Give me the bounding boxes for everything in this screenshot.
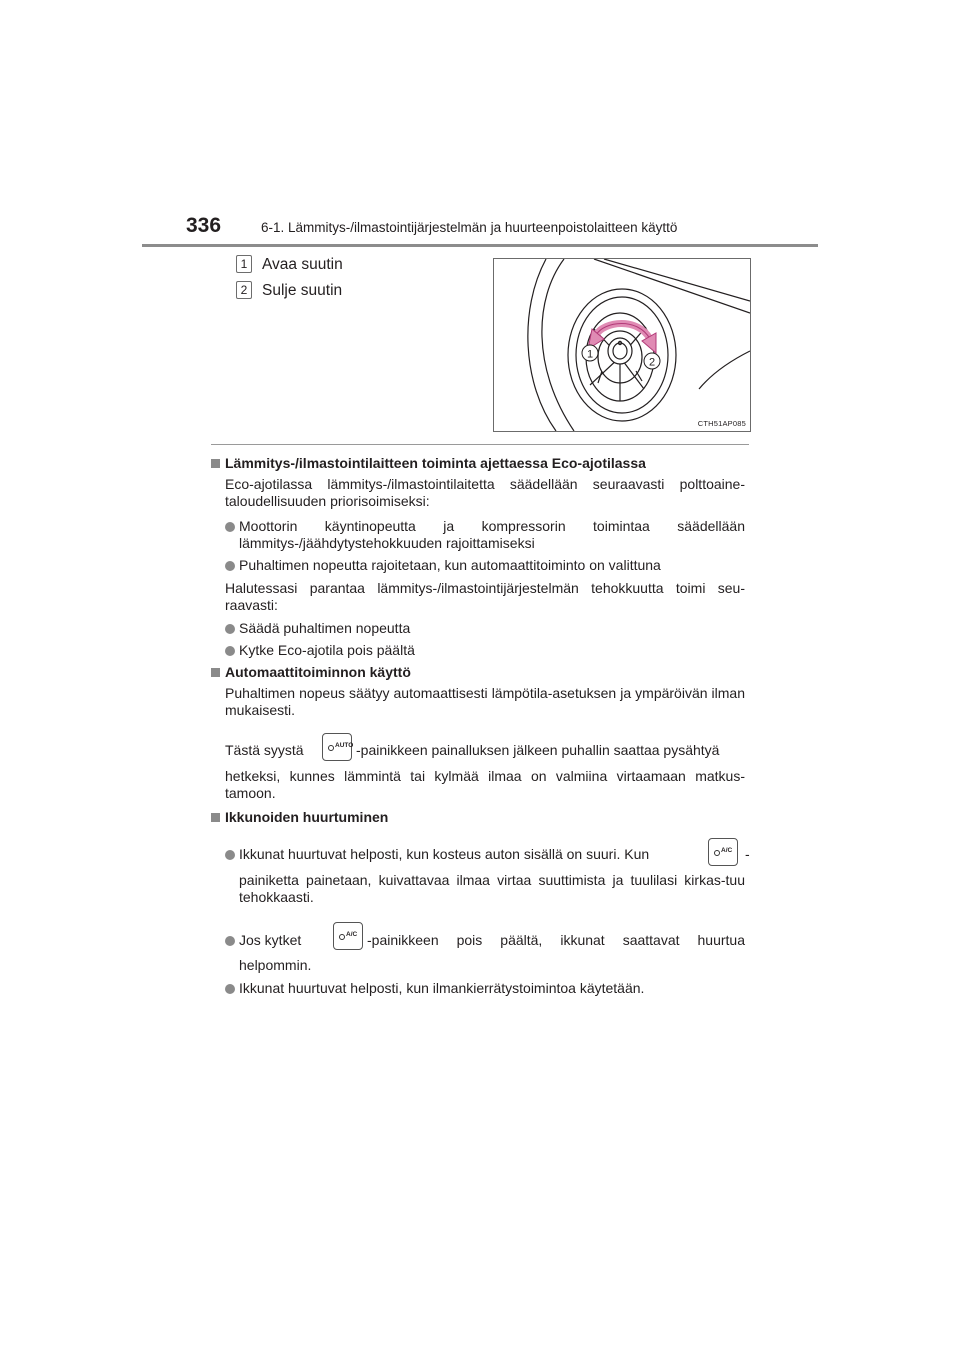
bullet-continuation: helpommin.	[239, 957, 312, 973]
bullet-icon	[225, 850, 235, 860]
list-item	[225, 518, 745, 552]
page-number: 336	[186, 214, 222, 237]
section-heading-fog	[211, 809, 388, 826]
section-heading-eco	[211, 455, 646, 472]
bullet-continuation: painiketta painetaan, kuivattavaa ilmaa virtaa suuttimista ja tuulilasi kirkas-tuu tehokkaasti.	[239, 872, 745, 905]
eco-intro: Eco-ajotilassa lämmitys-/ilmastointilaitetta säädellään seuraavasti polttoaine-taloudellisuuden priorisoimiseksi:	[225, 476, 745, 509]
legend-label: Sulje suutin	[262, 282, 343, 299]
callout-2: 2	[648, 356, 656, 369]
list-item	[225, 557, 745, 574]
list-item	[225, 932, 301, 949]
square-bullet-icon	[211, 459, 220, 468]
list-item	[225, 642, 745, 659]
eco-improve: Halutessasi parantaa lämmitys-/ilmastointijärjestelmän tehokkuutta toimi seu-raavasti:	[225, 580, 745, 613]
square-bullet-icon	[211, 668, 220, 677]
bullet-icon	[225, 646, 235, 656]
bullet-icon	[225, 936, 235, 946]
indicator-led	[328, 745, 334, 751]
bullet-text: Jos kytket	[239, 932, 302, 948]
figure-code: CTH51AP085	[697, 419, 746, 428]
legend-item-open	[236, 255, 343, 275]
auto-text-3: hetkeksi, kunnes lämmintä tai kylmää ilmaa on valmiina virtaamaan matkus-tamoon.	[225, 768, 745, 801]
legend-number-box: 2	[236, 281, 252, 299]
button-label: A/C	[346, 931, 358, 938]
callout-1: 1	[586, 348, 594, 361]
list-item	[225, 980, 745, 997]
legend-label: Avaa suutin	[262, 256, 343, 273]
bullet-icon	[225, 561, 235, 571]
bullet-icon	[225, 984, 235, 994]
section-title: 6-1. Lämmitys-/ilmastointijärjestelmän ja huurteenpoistolaitteen käyttö	[261, 220, 678, 235]
bullet-icon	[225, 624, 235, 634]
section-heading-auto	[211, 664, 411, 681]
indicator-led	[339, 934, 345, 940]
figure-divider	[211, 444, 749, 445]
auto-text-2-before: Tästä syystä	[225, 742, 304, 758]
button-label: A/C	[721, 847, 733, 854]
button-label: AUTO	[335, 742, 354, 749]
bullet-text: Kytke Eco-ajotila pois päältä	[239, 642, 415, 658]
heading-text: Lämmitys-/ilmastointilaitteen toiminta ajettaessa Eco-ajotilassa	[225, 455, 646, 471]
auto-button-icon	[322, 733, 352, 761]
bullet-icon	[225, 522, 235, 532]
bullet-text: Moottorin käyntinopeutta ja kompressorin toimintaa säädellään lämmitys-/jäähdytystehokkuuden rajoittamiseksi	[239, 518, 745, 551]
auto-text-1: Puhaltimen nopeus säätyy automaattisesti lämpötila-asetuksen ja ympäröivän ilman mukaisesti.	[225, 685, 745, 718]
bullet-text: Puhaltimen nopeutta rajoitetaan, kun automaattitoiminto on valittuna	[239, 557, 661, 573]
ac-button-icon	[708, 838, 738, 866]
ac-button-icon	[333, 922, 363, 950]
bullet-text: Ikkunat huurtuvat helposti, kun ilmankierrätystoimintoa käytetään.	[239, 980, 645, 996]
vent-nozzle-icon	[494, 259, 750, 431]
legend-number-box: 1	[236, 255, 252, 273]
indicator-led	[714, 850, 720, 856]
square-bullet-icon	[211, 813, 220, 822]
legend-item-close	[236, 281, 342, 301]
list-item	[225, 846, 745, 863]
auto-text-2-after: -painikkeen painalluksen jälkeen puhallin saattaa pysähtyä	[356, 742, 720, 758]
dash-text: -	[745, 846, 750, 862]
bullet-text-after: -painikkeen pois päältä, ikkunat saattavat huurtua	[367, 932, 745, 948]
list-item	[225, 620, 745, 637]
heading-text: Ikkunoiden huurtuminen	[225, 809, 389, 825]
heading-text: Automaattitoiminnon käyttö	[225, 664, 411, 680]
vent-illustration	[493, 258, 751, 432]
bullet-text: Säädä puhaltimen nopeutta	[239, 620, 411, 636]
header-divider	[142, 244, 818, 247]
bullet-text: Ikkunat huurtuvat helposti, kun kosteus auton sisällä on suuri. Kun	[239, 846, 650, 862]
